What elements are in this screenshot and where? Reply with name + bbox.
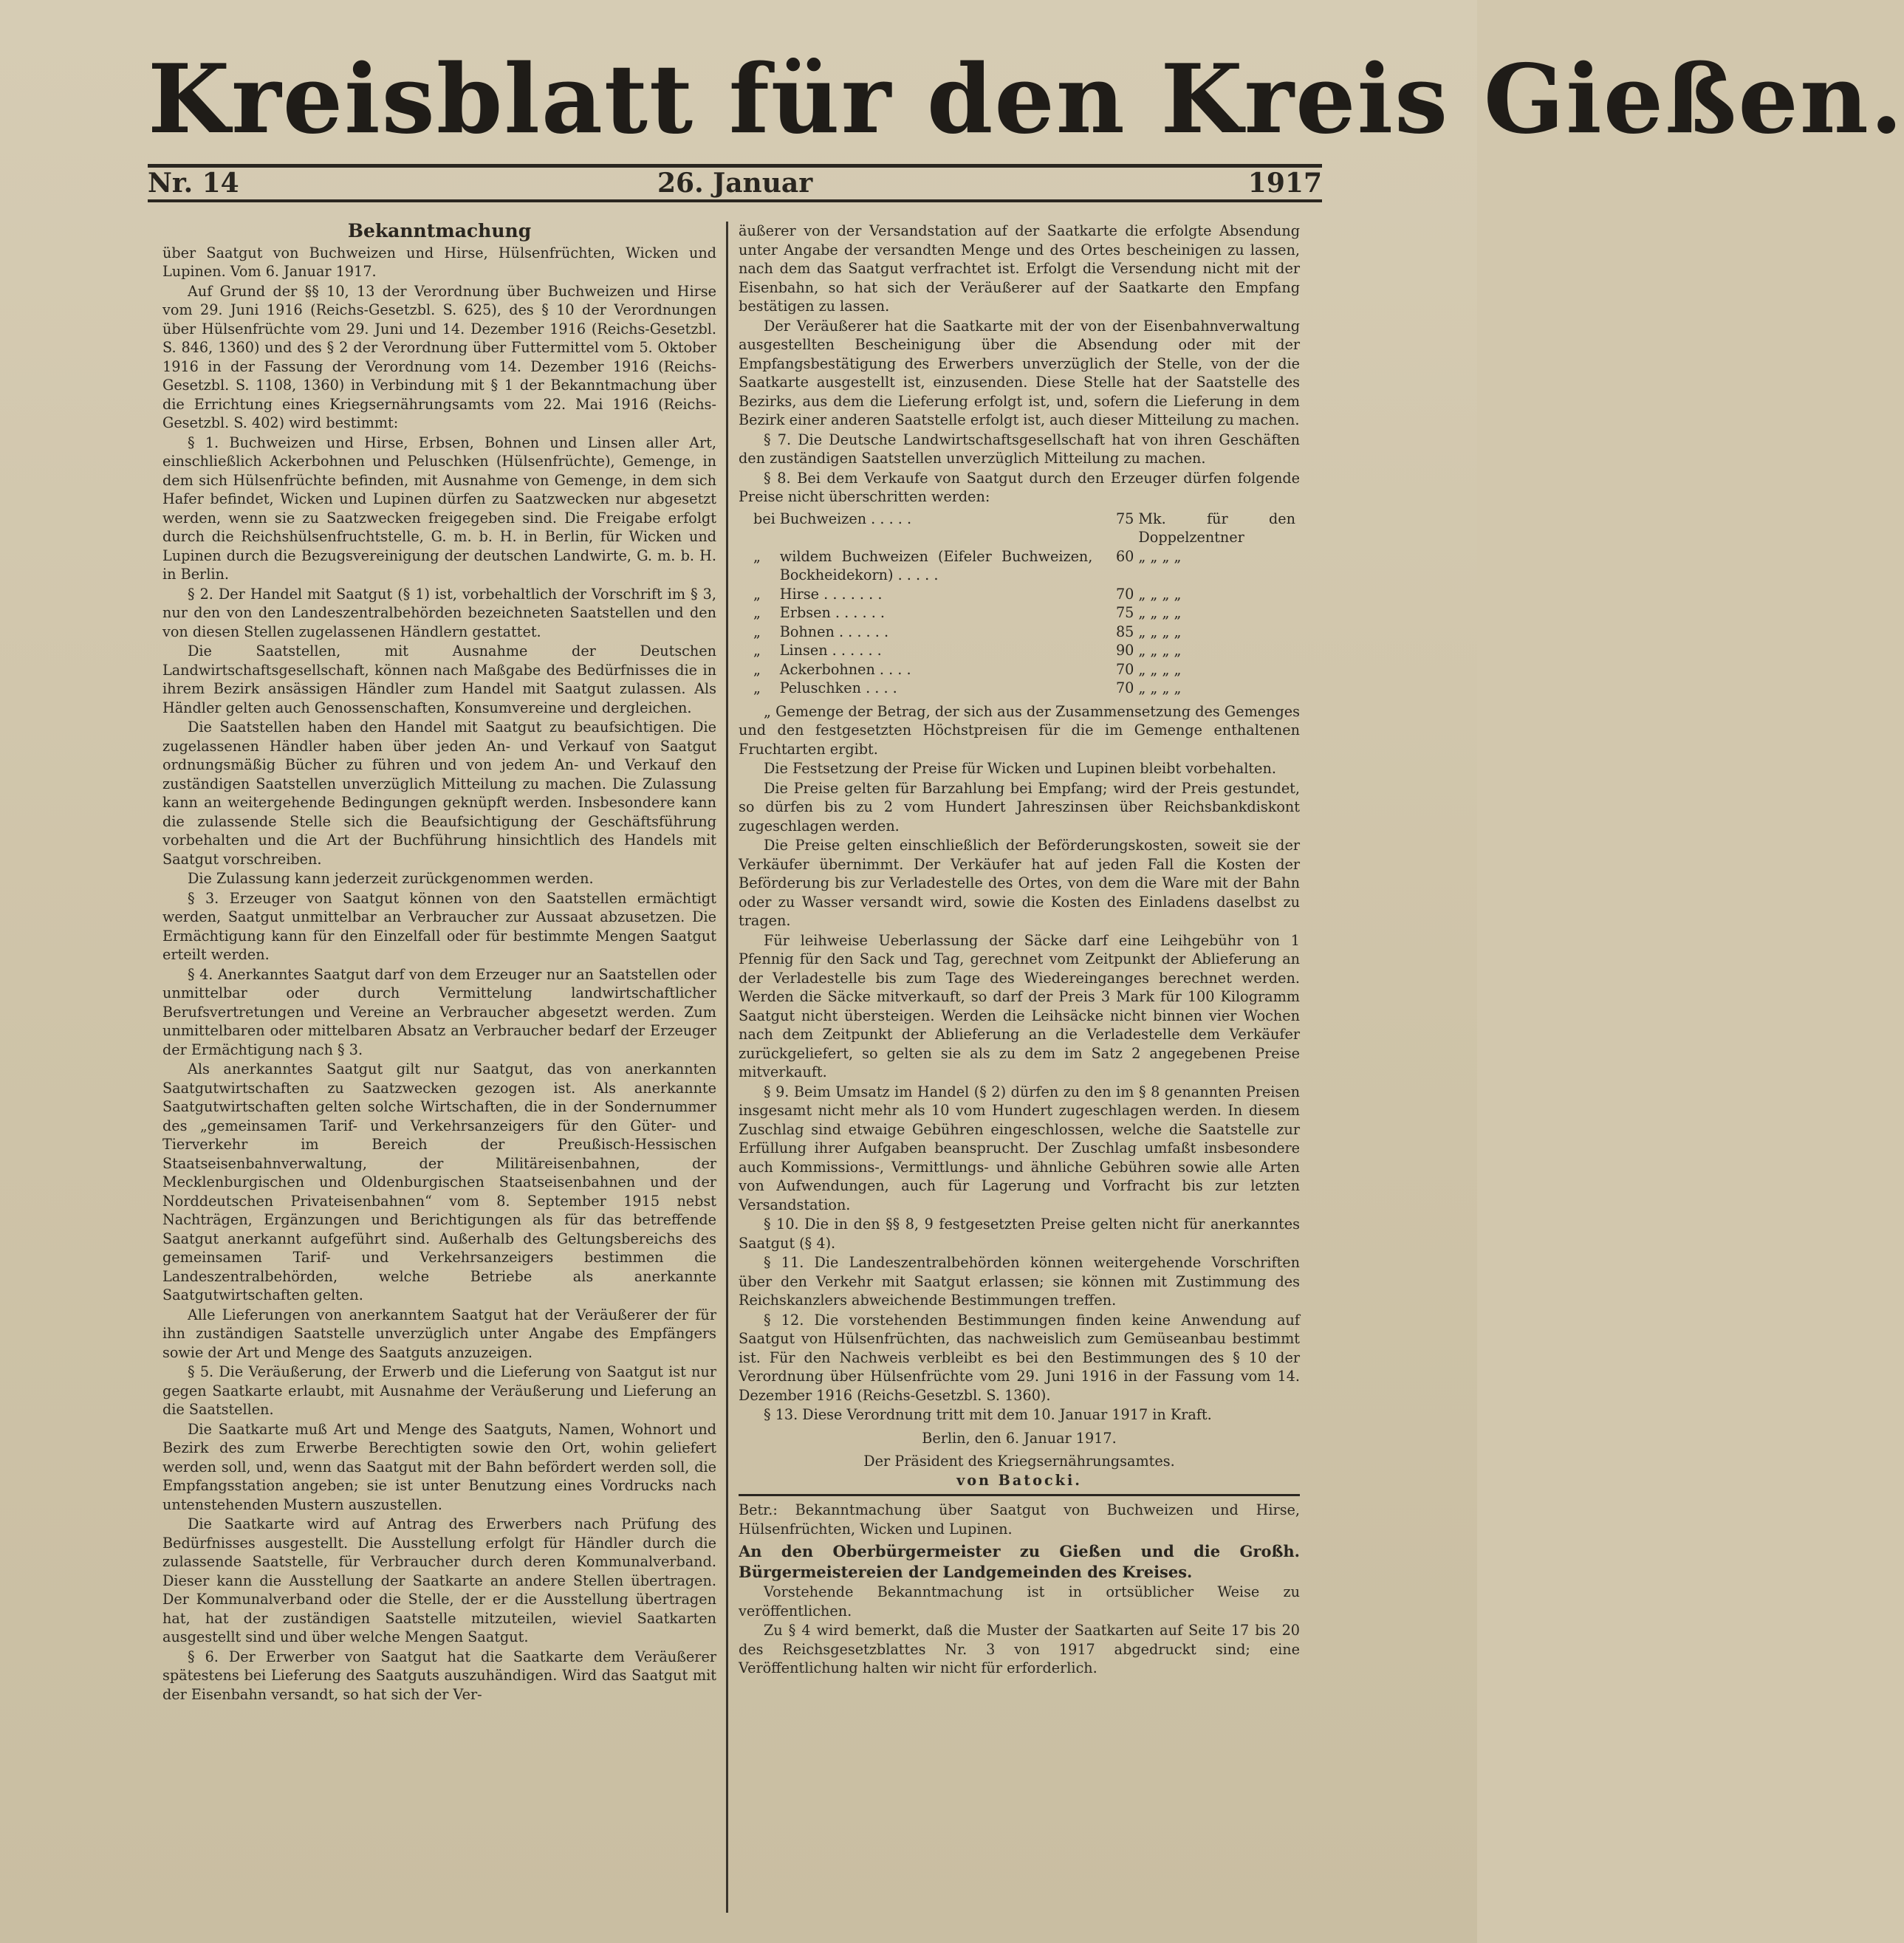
paragraph: § 1. Buchweizen und Hirse, Erbsen, Bohnen und Linsen aller Art, einschließlich Ackerbohnen und Peluschken (Hülsenfrüchte), Gemenge, in dem sich Hülsenfrüchte befinden, mit Ausnahme von Gemenge, in dem sich Hafer befindet, Wicken und Lupinen dürfen zu Saatzwecken nur abgesetzt werden, wenn sie zu Saatzwecken freigegeben sind. Die Freigabe erfolgt durch die Reichshülsenfruchtstelle, G. m. b. H. in Berlin, für Wicken und Lupinen durch die Bezugsvereinigung der deutschen Landwirte, G. m. b. H. in Berlin. — [162, 434, 716, 583]
price-row — [753, 603, 1300, 623]
paragraph: Die Saatstellen haben den Handel mit Saatgut zu beaufsichtigen. Die zugelassenen Händler haben über jeden An- und Verkauf von Saatgut ordnungsmäßig Bücher zu führen und von jedem An- und Verkauf den zuständigen Saatstellen unverzüglich Mitteilung zu machen. Die Zulassung kann an weitergehende Bedingungen geknüpft werden. Insbesondere kann die zulassende Stelle sich die Beaufsichtigung der Geschäftsführung vorbehalten und die Art der Buchführung hinsichtlich des Handels mit Saatgut vorschreiben. — [162, 719, 716, 868]
paragraph: Zu § 4 wird bemerkt, daß die Muster der Saatkarten auf Seite 17 bis 20 des Reichsgesetzblattes Nr. 3 von 1917 abgedruckt sind; eine Veröffentlichung halten wir nicht für erforderlich. — [739, 1622, 1300, 1676]
price-lead: „ — [753, 660, 761, 678]
price-row — [753, 641, 1300, 660]
price-row — [753, 660, 1300, 679]
paragraph: Auf Grund der §§ 10, 13 der Verordnung über Buchweizen und Hirse vom 29. Juni 1916 (Reichs-Gesetzbl. S. 625), des § 10 der Verordnungen über Hülsenfrüchte vom 29. Juni und 14. Dezember 1916 (Reichs-Gesetzbl. S. 846, 1360) und des § 2 der Verordnung über Futtermittel vom 5. Oktober 1916 in der Fassung der Verordnung vom 14. Dezember 1916 (Reichs-Gesetzbl. S. 1108, 1360) in Verbindung mit § 1 der Bekanntmachung über die Errichtung eines Kriegsernährungsamts vom 22. Mai 1916 (Reichs-Gesetzbl. S. 402) wird bestimmt: — [162, 282, 716, 431]
price-value: 75 — [1115, 510, 1134, 527]
price-value: 85 — [1115, 623, 1134, 640]
price-row — [753, 679, 1300, 698]
price-item: Erbsen . . . . . . — [779, 604, 885, 621]
paragraph: Für leihweise Ueberlassung der Säcke darf eine Leihgebühr von 1 Pfennig für den Sack und Tag, gerechnet vom Zeitpunkt der Ablieferung an der Verladestelle bis zum Tage des Wiedereinganges berechnet werden. Werden die Säcke mitverkauft, so darf der Preis 3 Mark für 100 Kilogramm Saatgut nicht übersteigen. Werden die Leihsäcke nicht binnen vier Wochen nach dem Zeitpunkt der Ablieferung an die Verladestelle dem Verkäufer zurückgeliefert, so gelten sie als zu dem im Satz 2 angegebenen Preise mitverkauft. — [739, 931, 1300, 1080]
column-left — [162, 222, 716, 1920]
paragraph: Die Zulassung kann jederzeit zurückgenommen werden. — [188, 870, 594, 887]
paragraph: § 5. Die Veräußerung, der Erwerb und die Lieferung von Saatgut ist nur gegen Saatkarte erlaubt, mit Ausnahme der Veräußerung und Lieferung an die Saatstellen. — [162, 1363, 716, 1418]
price-item: Peluschken . . . . — [779, 679, 897, 696]
price-unit: „ „ „ „ — [1138, 604, 1182, 621]
paragraph: Die Saatkarte muß Art und Menge des Saatguts, Namen, Wohnort und Bezirk des zum Erwerbe Berechtigten sowie den Ort, wohin geliefert werden soll, und, wenn das Saatgut mit der Bahn befördert werden soll, die Empfangsstation angeben; sie ist unter Benutzung eines Vordrucks nach untenstehenden Mustern auszustellen. — [162, 1420, 716, 1513]
price-item: Ackerbohnen . . . . — [779, 660, 911, 678]
paragraph: § 11. Die Landeszentralbehörden können weitergehende Vorschriften über den Verkehr mit Saatgut erlassen; sie können mit Zustimmung des Reichskanzlers abweichende Bestimmungen treffen. — [739, 1254, 1300, 1309]
price-lead: bei — [753, 510, 775, 527]
paragraph: § 10. Die in den §§ 8, 9 festgesetzten Preise gelten nicht für anerkanntes Saatgut (§ 4). — [739, 1216, 1300, 1252]
paragraph: Der Veräußerer hat die Saatkarte mit der von der Eisenbahnverwaltung ausgestellten Bescheinigung über die Absendung oder mit der Empfangsbestätigung des Erwerbers unverzüglich der Stelle, von der die Saatkarte ausgestellt ist, einzusenden. Diese Stelle hat der Saatstelle des Bezirks, aus dem die Lieferung erfolgt ist, und, sofern die Lieferung in dem Bezirk einer anderen Saatstelle erfolgt ist, auch dieser Mitteilung zu machen. — [739, 317, 1300, 428]
price-unit: „ „ „ „ — [1138, 679, 1182, 696]
paragraph: § 6. Der Erwerber von Saatgut hat die Saatkarte dem Veräußerer spätestens bei Lieferung des Saatguts auszuhändigen. Wird das Saatgut mit der Eisenbahn versandt, so hat sich der Ver- — [162, 1648, 716, 1703]
paragraph: § 3. Erzeuger von Saatgut können von den Saatstellen ermächtigt werden, Saatgut unmittelbar an Verbraucher zur Aussaat abzusetzen. Die Ermächtigung kann für den Einzelfall oder für bestimmte Mengen Saatgut erteilt werden. — [162, 889, 716, 963]
price-unit: Mk. für den Doppelzentner — [1138, 510, 1295, 546]
paragraph: Die Festsetzung der Preise für Wicken und Lupinen bleibt vorbehalten. — [764, 760, 1276, 777]
paragraph: Die Preise gelten einschließlich der Beförderungskosten, soweit sie der Verkäufer übernimmt. Der Verkäufer hat auf jeden Fall die Kosten der Beförderung bis zur Verladestelle des Ortes, von dem die Ware mit der Bahn oder zu Wasser versandt wird, sowie die Kosten des Einladens daselbst zu tragen. — [739, 837, 1300, 929]
price-row — [753, 547, 1300, 585]
paragraph: Alle Lieferungen von anerkanntem Saatgut hat der Veräußerer der für ihn zuständigen Saatstelle unverzüglich unter Angabe des Empfängers sowie der Art und Menge des Saatguts anzuzeigen. — [162, 1306, 716, 1361]
price-lead: „ — [753, 679, 761, 696]
price-item: Bohnen . . . . . . — [779, 623, 889, 640]
price-value: 60 — [1115, 547, 1134, 565]
place-date: Berlin, den 6. Januar 1917. — [922, 1429, 1117, 1447]
price-value: 70 — [1115, 585, 1134, 603]
price-unit: „ „ „ „ — [1138, 547, 1182, 565]
article-headline: Bekanntmachung — [347, 220, 532, 241]
issue-row — [148, 167, 1322, 199]
price-item: Linsen . . . . . . — [779, 642, 882, 659]
price-value: 70 — [1115, 679, 1134, 696]
masthead-rule-bottom — [148, 199, 1322, 202]
price-item: wildem Buchweizen (Eifeler Buchweizen, Bockheidekorn) . . . . . — [779, 547, 1093, 583]
paragraph: äußerer von der Versandstation auf der Saatkarte die erfolgte Absendung unter Angabe der versandten Menge und des Ortes bescheinigen zu lassen, nach dem das Saatgut verfrachtet ist. Erfolgt die Versendung nicht mit der Eisenbahn, so hat sich der Veräußerer auf der Saatkarte den Empfang bestätigen zu lassen. — [739, 222, 1300, 315]
price-row — [753, 623, 1300, 642]
price-value: 90 — [1115, 642, 1134, 659]
masthead-title: Kreisblatt für den Kreis Gießen. — [148, 44, 1904, 155]
price-lead: „ — [753, 547, 761, 565]
price-value: 70 — [1115, 660, 1134, 678]
issue-date: 26. Januar — [657, 168, 813, 199]
price-unit: „ „ „ „ — [1138, 660, 1182, 678]
price-lead: „ — [753, 585, 761, 603]
paragraph: § 4. Anerkanntes Saatgut darf von dem Erzeuger nur an Saatstellen oder unmittelbar oder durch Vermittelung landwirtschaftlicher Berufsvertretungen und Vereine an Verbraucher abgesetzt werden. Zum unmittelbaren oder mittelbaren Absatz an Verbraucher bedarf der Erzeuger der Ermächtigung nach § 3. — [162, 965, 716, 1058]
price-unit: „ „ „ „ — [1138, 585, 1182, 603]
price-unit: „ „ „ „ — [1138, 642, 1182, 659]
issue-year: 1917 — [1247, 168, 1322, 199]
paragraph: § 9. Beim Umsatz im Handel (§ 2) dürfen zu den im § 8 genannten Preisen insgesamt nicht mehr als 10 vom Hundert zugeschlagen werden. In diesem Zuschlag sind etwaige Gebühren eingeschlossen, welche die Saatstelle zur Erfüllung ihrer Aufgaben beansprucht. Der Zuschlag umfaßt insbesondere auch Kommissions-, Vermittlungs- und ähnliche Gebühren sowie alle Arten von Aufwendungen, auch für Lagerung und Vorfracht bis zur letzten Versandstation. — [739, 1083, 1300, 1213]
subject-line: Betr.: Bekanntmachung über Saatgut von Buchweizen und Hirse, Hülsenfrüchten, Wicken und Lupinen. — [739, 1501, 1300, 1538]
price-item: Hirse . . . . . . . — [779, 585, 883, 603]
price-unit: „ „ „ „ — [1138, 623, 1182, 640]
signer-name: von Batocki. — [956, 1471, 1082, 1489]
recipient-address: An den Oberbürgermeister zu Gießen und die Großh. Bürgermeistereien der Landgemeinden des Kreises. — [739, 1542, 1300, 1581]
price-lead: „ — [753, 642, 761, 659]
section-separator — [739, 1494, 1300, 1496]
price-item: Buchweizen . . . . . — [779, 510, 912, 527]
price-value: 75 — [1115, 604, 1134, 621]
price-row — [753, 510, 1300, 547]
price-lead: „ — [753, 604, 761, 621]
paragraph: „ Gemenge der Betrag, der sich aus der Zusammensetzung des Gemenges und den festgesetzten Höchstpreisen für die im Gemenge enthaltenen Fruchtarten ergibt. — [739, 702, 1300, 758]
price-table — [753, 510, 1300, 698]
paragraph: § 8. Bei dem Verkaufe von Saatgut durch den Erzeuger dürfen folgende Preise nicht überschritten werden: — [739, 469, 1300, 505]
paragraph: Die Saatstellen, mit Ausnahme der Deutschen Landwirtschaftsgesellschaft, können nach Maßgabe des Bedürfnisses die in ihrem Bezirk ansässigen Händler zum Handel mit Saatgut zulassen. Als Händler gelten auch Genossenschaften, Konsumvereine und dergleichen. — [162, 642, 716, 716]
article-subtitle: über Saatgut von Buchweizen und Hirse, Hülsenfrüchten, Wicken und Lupinen. Vom 6. Januar 1917. — [162, 244, 716, 280]
signer-title: Der Präsident des Kriegsernährungsamtes. — [863, 1453, 1175, 1470]
paragraph: Vorstehende Bekanntmachung ist in ortsüblicher Weise zu veröffentlichen. — [739, 1583, 1300, 1620]
column-divider — [726, 222, 728, 1913]
paragraph: § 13. Diese Verordnung tritt mit dem 10. Januar 1917 in Kraft. — [764, 1406, 1212, 1423]
issue-number: Nr. 14 — [148, 168, 239, 199]
price-row — [753, 585, 1300, 604]
paragraph: § 7. Die Deutsche Landwirtschaftsgesellschaft hat von ihren Geschäften den zuständigen Saatstellen unverzüglich Mitteilung zu machen. — [739, 431, 1300, 467]
column-right — [739, 222, 1300, 1920]
paragraph: Die Preise gelten für Barzahlung bei Empfang; wird der Preis gestundet, so dürfen bis zu 2 vom Hundert Jahreszinsen über Reichsbankdiskont zugeschlagen werden. — [739, 779, 1300, 835]
paragraph: § 12. Die vorstehenden Bestimmungen finden keine Anwendung auf Saatgut von Hülsenfrüchten, das nachweislich zum Gemüseanbau bestimmt ist. Für den Nachweis verbleibt es bei den Bestimmungen des § 10 der Verordnung über Hülsenfrüchte vom 29. Juni 1916 in der Fassung vom 14. Dezember 1916 (Reichs-Gesetzbl. S. 1360). — [739, 1311, 1300, 1404]
paragraph: § 2. Der Handel mit Saatgut (§ 1) ist, vorbehaltlich der Vorschrift im § 3, nur den von den Landeszentralbehörden bezeichneten Saatstellen und den von diesen Stellen zugelassenen Händlern gestattet. — [162, 585, 716, 640]
paragraph: Als anerkanntes Saatgut gilt nur Saatgut, das von anerkannten Saatgutwirtschaften zu Saatzwecken gezogen ist. Als anerkannte Saatgutwirtschaften gelten solche Wirtschaften, die in der Sondernummer des „gemeinsamen Tarif- und Verkehrsanzeigers für den Güter- und Tierverkehr im Bereich der Preußisch-Hessischen Staatseisenbahnverwaltung, der Militäreisenbahnen, der Mecklenburgischen und Oldenburgischen Staatseisenbahnen und der Norddeutschen Privateisenbahnen“ vom 8. September 1915 nebst Nachträgen, Ergänzungen und Berichtigungen als für das betreffende Saatgut anerkannt aufgeführt sind. Außerhalb des Geltungsbereichs des gemeinsamen Tarif- und Verkehrsanzeigers bestimmen die Landeszentralbehörden, welche Betriebe als anerkannte Saatgutwirtschaften gelten. — [162, 1060, 716, 1303]
paragraph: Die Saatkarte wird auf Antrag des Erwerbers nach Prüfung des Bedürfnisses ausgestellt. Die Ausstellung erfolgt für Händler durch die zulassende Saatstelle, für Verbraucher durch deren Kommunalverband. Dieser kann die Ausstellung der Saatkarte an andere Stellen übertragen. Der Kommunalverband oder die Stelle, der er die Ausstellung übertragen hat, hat der zuständigen Saatstelle mitzuteilen, wieviel Saatkarten ausgestellt sind und über welche Mengen Saatgut. — [162, 1515, 716, 1645]
price-lead: „ — [753, 623, 761, 640]
